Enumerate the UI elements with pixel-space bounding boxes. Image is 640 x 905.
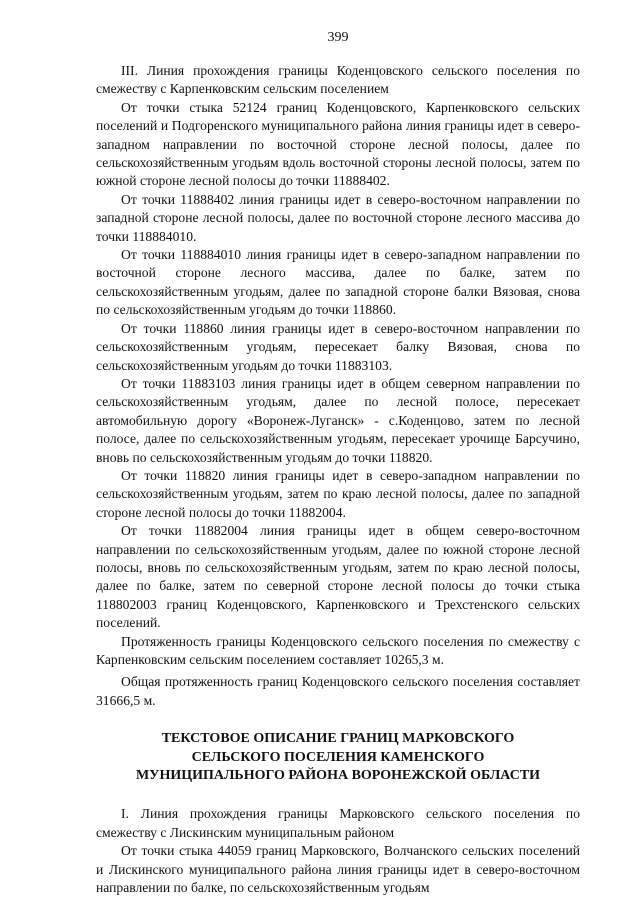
heading-line: ТЕКСТОВОЕ ОПИСАНИЕ ГРАНИЦ МАРКОВСКОГО bbox=[161, 731, 515, 747]
paragraph: От точки 11882004 линия границы идет в общем северо-восточном направлении по сельскохозяйственным угодьям, далее по южной стороне лесной полосы, вновь по сельскохозяйственным угодьям, затем по краю лесной полосы, далее по балке, затем по северной стороне лесной полосы до точки стыка 118802003 границ Коденцовского, Карпенковского и Трехстенского сельских поселений. bbox=[96, 523, 580, 631]
paragraph: От точки стыка 44059 границ Марковского, Волчанского сельских поселений и Лискинского муниципального района линия границы идет в северо-восточном направлении по балке, по сельскохозяйственным угодьям bbox=[96, 843, 580, 896]
paragraph: От точки 118860 линия границы идет в северо-восточном направлении по сельскохозяйственным угодьям, пересекает балку Вязовая, снова по сельскохозяйственным угодьям до точки 11883103. bbox=[96, 320, 580, 373]
paragraph: Общая протяженность границ Коденцовского сельского поселения составляет 31666,5 м. bbox=[96, 674, 580, 708]
section-iii-text bbox=[96, 62, 580, 710]
heading-line: СЕЛЬСКОГО ПОСЕЛЕНИЯ КАМЕНСКОГО bbox=[191, 749, 485, 765]
section-heading bbox=[96, 730, 580, 785]
section-i-text bbox=[96, 805, 580, 897]
paragraph: От точки 118884010 линия границы идет в северо-западном направлении по восточной стороне лесного массива, далее по балке, затем по сельскохозяйственным угодьям, далее по западной стороне балки Вязовая, снова по сельскохозяйственным угодьям до точки 118860. bbox=[96, 247, 580, 318]
page-number: 399 bbox=[327, 30, 349, 45]
paragraph: Протяженность границы Коденцовского сельского поселения по смежеству с Карпенковским сельским поселением составляет 10265,3 м. bbox=[96, 633, 580, 667]
paragraph: От точки 11883103 линия границы идет в общем северном направлении по сельскохозяйственным угодьям, далее по лесной полосе, пересекает автомобильную дорогу «Воронеж-Луганск» - с.Коденцово, затем по лесной полосе, далее по сельскохозяйственным угодьям, пересекает урочище Барсучино, вновь по сельскохозяйственным угодьям до точки 118820. bbox=[96, 375, 580, 465]
heading-line: МУНИЦИПАЛЬНОГО РАЙОНА ВОРОНЕЖСКОЙ ОБЛАСТИ bbox=[135, 768, 541, 784]
section-i-title: I. Линия прохождения границы Марковского сельского поселения по смежеству с Лискинским муниципальным районом bbox=[96, 806, 580, 840]
paragraph: От точки 118820 линия границы идет в северо-западном направлении по сельскохозяйственным угодьям, затем по краю лесной полосы, далее по западной стороне лесной полосы до точки 11882004. bbox=[96, 467, 580, 520]
paragraph: От точки 11888402 линия границы идет в северо-восточном направлении по западной стороне лесной полосы, далее по восточной стороне лесного массива до точки 118884010. bbox=[96, 191, 580, 244]
paragraph: От точки стыка 52124 границ Коденцовского, Карпенковского сельских поселений и Подгоренского муниципального района линия границы идет в северо-западном направлении по восточной стороне лесной полосы, далее по сельскохозяйственным угодьям вдоль восточной стороны лесной полосы, затем по южной стороне лесной полосы до точки 11888402. bbox=[96, 99, 580, 189]
section-iii-title: III. Линия прохождения границы Коденцовского сельского поселения по смежеству с Карпенковским сельским поселением bbox=[96, 63, 580, 97]
